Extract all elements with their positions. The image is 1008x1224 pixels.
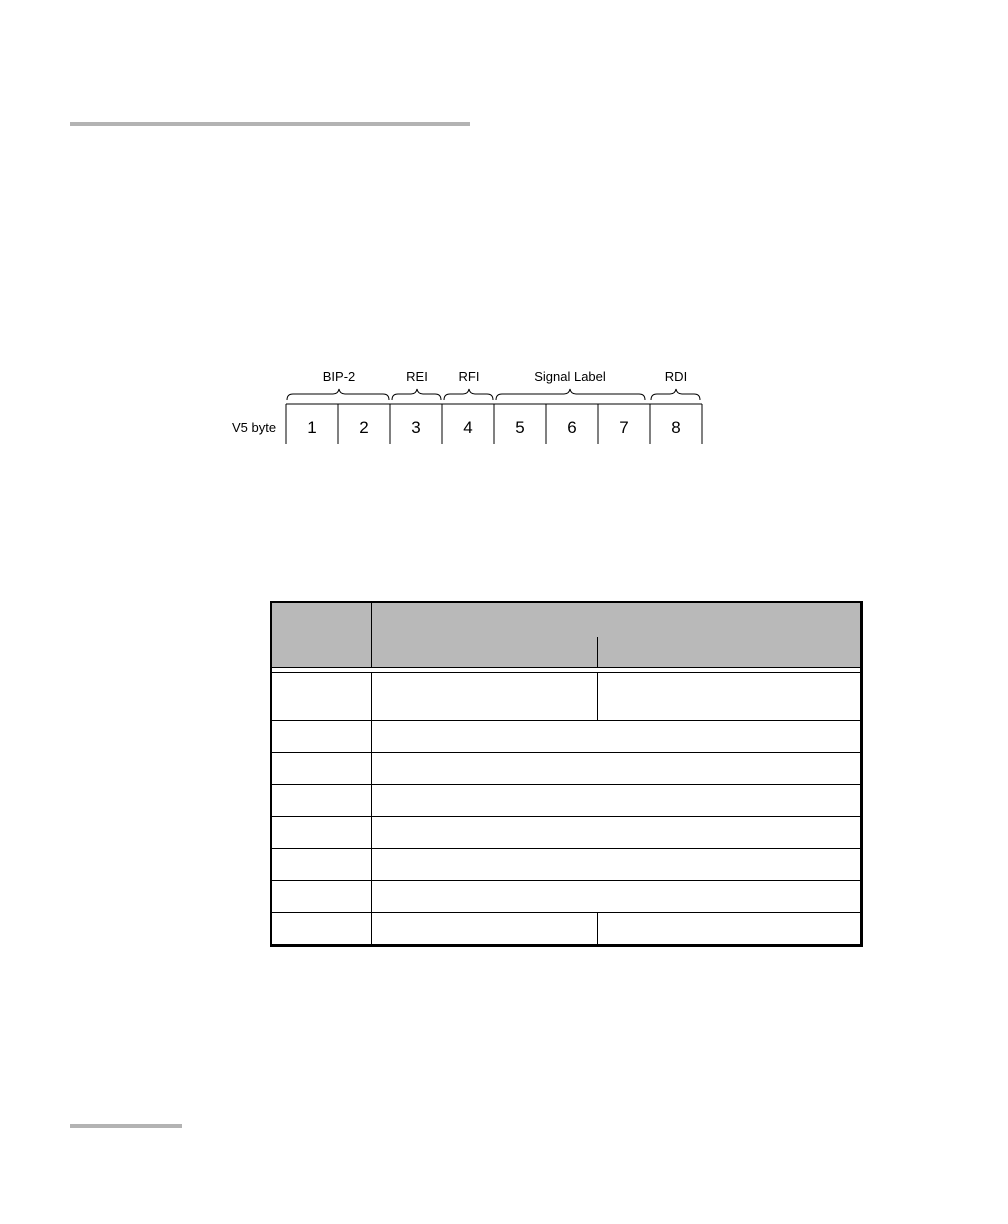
table-row [271, 881, 862, 913]
v5-table [270, 601, 863, 947]
brace-signal-label [496, 389, 645, 400]
table-row [271, 913, 862, 946]
brace-bip2 [287, 389, 389, 400]
table-row [271, 817, 862, 849]
table-row [271, 721, 862, 753]
group-label-rei: REI [406, 369, 428, 384]
table-row [271, 785, 862, 817]
bit-4: 4 [463, 418, 473, 437]
brace-rfi [444, 389, 493, 400]
table-row [271, 753, 862, 785]
bit-7: 7 [619, 418, 629, 437]
brace-rdi [651, 389, 700, 400]
group-label-bip2: BIP-2 [322, 369, 356, 384]
table-row [271, 673, 862, 721]
table-row [271, 849, 862, 881]
row-label-v5-byte: V5 byte [232, 420, 277, 435]
header-cell-bit [271, 602, 372, 668]
brace-rei [392, 389, 441, 400]
bit-8: 8 [671, 418, 681, 437]
bit-5: 5 [515, 418, 525, 437]
header-subcell-1 [372, 637, 598, 668]
header-cell-description [372, 602, 862, 637]
header-subcell-2 [598, 637, 862, 668]
group-label-signal-label: Signal Label [534, 369, 606, 384]
group-label-rdi: RDI [664, 369, 688, 384]
bit-1: 1 [307, 418, 317, 437]
bit-6: 6 [567, 418, 577, 437]
table-header-row [271, 602, 862, 637]
bit-3: 3 [411, 418, 421, 437]
bit-2: 2 [359, 418, 369, 437]
group-label-rfi: RFI [458, 369, 480, 384]
